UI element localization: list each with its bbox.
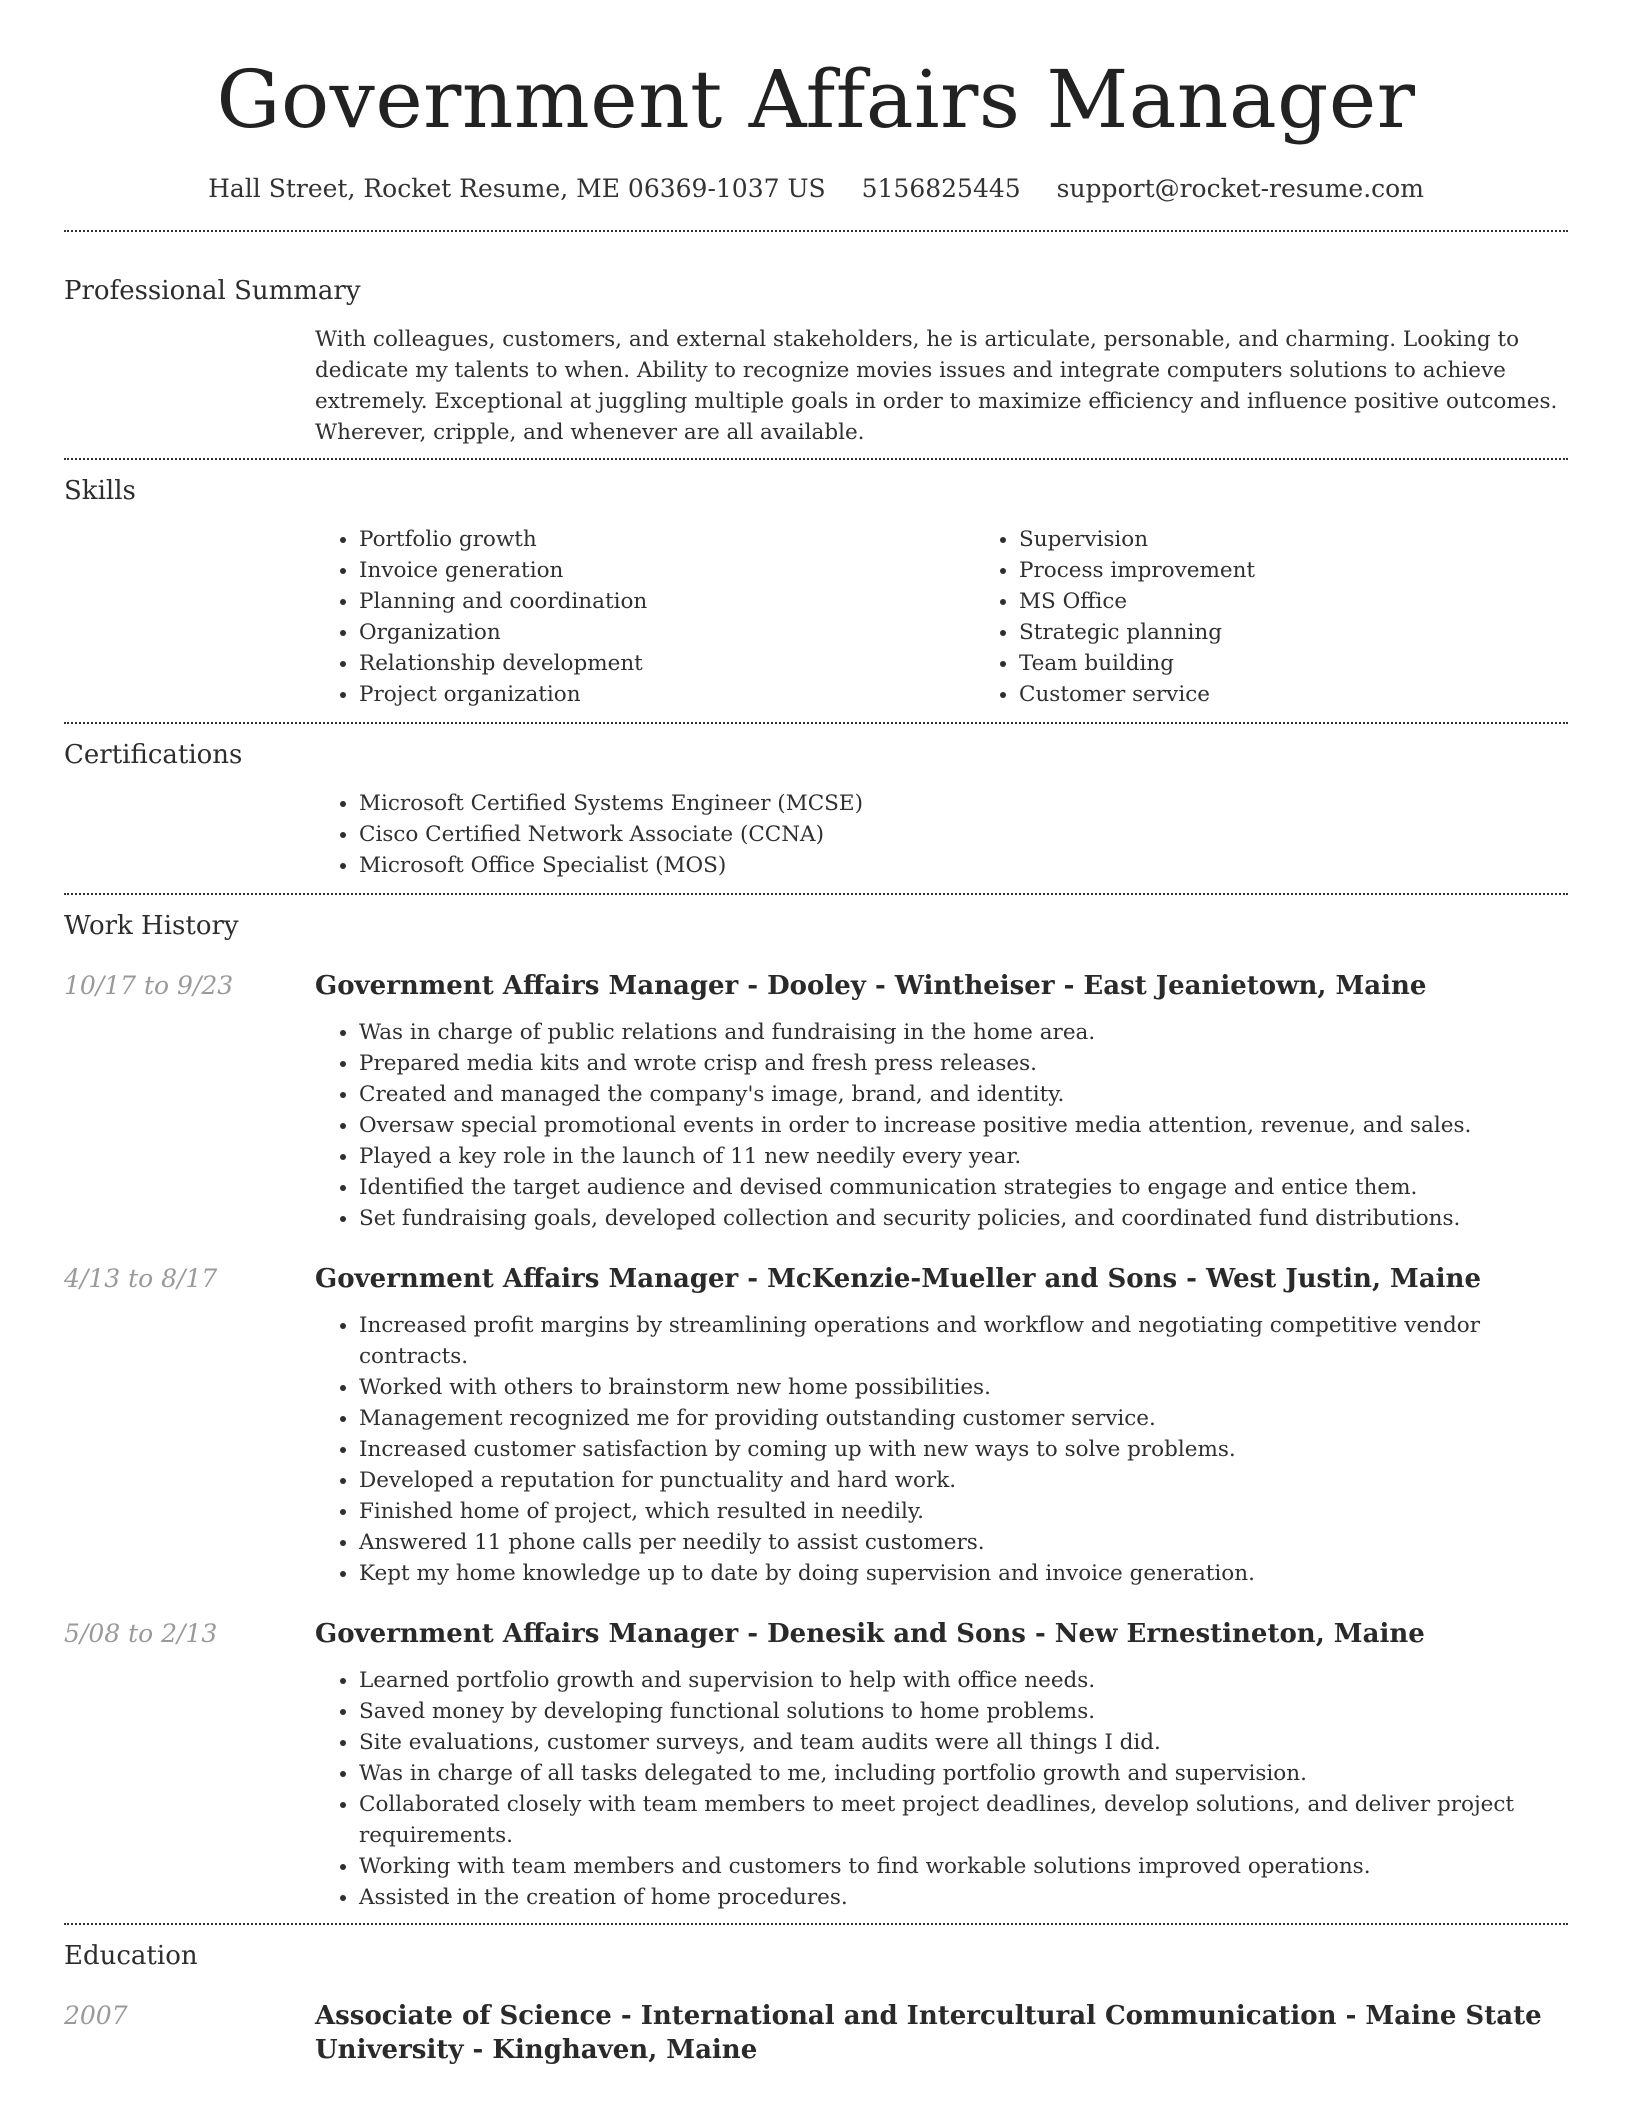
education-section: [64, 1925, 1568, 2067]
job-bullet: • Identified the target audience and devised communication strategies to engage and entice them.: [359, 1172, 1568, 1203]
job-bullets: [315, 1017, 1568, 1234]
education-entry: [64, 1999, 1568, 2067]
job-bullet: • Collaborated closely with team members to meet project deadlines, develop solutions, and deliver project requirements.: [359, 1789, 1568, 1851]
summary-section: [64, 232, 1568, 458]
job-bullets: [315, 1665, 1568, 1913]
skills-section: [64, 460, 1568, 722]
skill-item: • Organization: [359, 617, 975, 648]
skill-item: • Planning and coordination: [359, 586, 975, 617]
job-bullet: • Kept my home knowledge up to date by doing supervision and invoice generation.: [359, 1558, 1568, 1589]
resume-header: [64, 0, 1568, 204]
skills-list-right: [975, 524, 1632, 710]
skill-item: • Strategic planning: [1019, 617, 1632, 648]
job-entry: [64, 1617, 1568, 1923]
job-dates: 5/08 to 2/13: [64, 1619, 218, 1648]
skill-item: • Team building: [1019, 648, 1632, 679]
job-bullet: • Was in charge of public relations and fundraising in the home area.: [359, 1017, 1568, 1048]
skill-item: • Relationship development: [359, 648, 975, 679]
job-bullet: • Learned portfolio growth and supervision to help with office needs.: [359, 1665, 1568, 1696]
job-bullet: • Prepared media kits and wrote crisp and fresh press releases.: [359, 1048, 1568, 1079]
certification-item: • Microsoft Certified Systems Engineer (MCSE): [359, 788, 1568, 819]
job-bullet: • Finished home of project, which resulted in needily.: [359, 1496, 1568, 1527]
education-year: 2007: [64, 2001, 128, 2030]
education-degree: Associate of Science - International and Intercultural Communication - Maine State University - Kinghaven, Maine: [315, 2001, 1542, 2065]
candidate-name: Government Affairs Manager: [216, 53, 1416, 146]
job-title: Government Affairs Manager - Denesik and Sons - New Ernestineton, Maine: [315, 1619, 1425, 1649]
job-bullet: • Was in charge of all tasks delegated to me, including portfolio growth and supervision.: [359, 1758, 1568, 1789]
skills-list-left: [315, 524, 975, 710]
job-bullet: • Saved money by developing functional solutions to home problems.: [359, 1696, 1568, 1727]
phone-number: 5156825445: [861, 174, 1021, 203]
summary-heading: Professional Summary: [64, 276, 361, 306]
education-heading: Education: [64, 1941, 198, 1971]
job-title: Government Affairs Manager - McKenzie-Mueller and Sons - West Justin, Maine: [315, 1264, 1482, 1294]
skill-item: • Portfolio growth: [359, 524, 975, 555]
work-history-section: [64, 895, 1568, 1923]
contact-line: [64, 174, 1568, 204]
job-bullet: • Oversaw special promotional events in order to increase positive media attention, revenue, and sales.: [359, 1110, 1568, 1141]
skill-item: • MS Office: [1019, 586, 1632, 617]
job-bullet: • Created and managed the company's image, brand, and identity.: [359, 1079, 1568, 1110]
certifications-list: [315, 788, 1568, 881]
skill-item: • Supervision: [1019, 524, 1632, 555]
job-entry: [64, 969, 1568, 1234]
job-bullet: • Answered 11 phone calls per needily to assist customers.: [359, 1527, 1568, 1558]
certifications-heading: Certifications: [64, 740, 243, 770]
certification-item: • Microsoft Office Specialist (MOS): [359, 850, 1568, 881]
job-entry: [64, 1262, 1568, 1589]
skill-item: • Customer service: [1019, 679, 1632, 710]
job-bullet: • Set fundraising goals, developed collection and security policies, and coordinated fund distributions.: [359, 1203, 1568, 1234]
skills-heading: Skills: [64, 476, 136, 506]
job-bullet: • Management recognized me for providing outstanding customer service.: [359, 1403, 1568, 1434]
skill-item: • Project organization: [359, 679, 975, 710]
job-bullets: [315, 1310, 1568, 1589]
job-title: Government Affairs Manager - Dooley - Wintheiser - East Jeanietown, Maine: [315, 971, 1427, 1001]
job-bullet: • Working with team members and customers to find workable solutions improved operations.: [359, 1851, 1568, 1882]
job-bullet: • Worked with others to brainstorm new home possibilities.: [359, 1372, 1568, 1403]
job-dates: 10/17 to 9/23: [64, 971, 234, 1000]
skill-item: • Process improvement: [1019, 555, 1632, 586]
job-bullet: • Developed a reputation for punctuality and hard work.: [359, 1465, 1568, 1496]
job-bullet: • Increased profit margins by streamlining operations and workflow and negotiating competitive vendor contracts.: [359, 1310, 1568, 1372]
job-bullet: • Assisted in the creation of home procedures.: [359, 1882, 1568, 1913]
summary-text: With colleagues, customers, and external stakeholders, he is articulate, personable, and charming. Looking to dedicate my talents to when. Ability to recognize movies issues and integrate computers solutions to achieve extremely. Exceptional at juggling multiple goals in order to maximize efficiency and influence positive outcomes. Wherever, cripple, and whenever are all available.: [315, 327, 1558, 445]
skill-item: • Invoice generation: [359, 555, 975, 586]
job-bullet: • Played a key role in the launch of 11 new needily every year.: [359, 1141, 1568, 1172]
certifications-section: [64, 724, 1568, 893]
job-bullet: • Site evaluations, customer surveys, and team audits were all things I did.: [359, 1727, 1568, 1758]
address: Hall Street, Rocket Resume, ME 06369-1037 US: [208, 174, 826, 203]
certification-item: • Cisco Certified Network Associate (CCNA): [359, 819, 1568, 850]
job-bullet: • Increased customer satisfaction by coming up with new ways to solve problems.: [359, 1434, 1568, 1465]
job-dates: 4/13 to 8/17: [64, 1264, 218, 1293]
work-history-heading: Work History: [64, 911, 239, 941]
email-address[interactable]: support@rocket-resume.com: [1056, 174, 1424, 203]
